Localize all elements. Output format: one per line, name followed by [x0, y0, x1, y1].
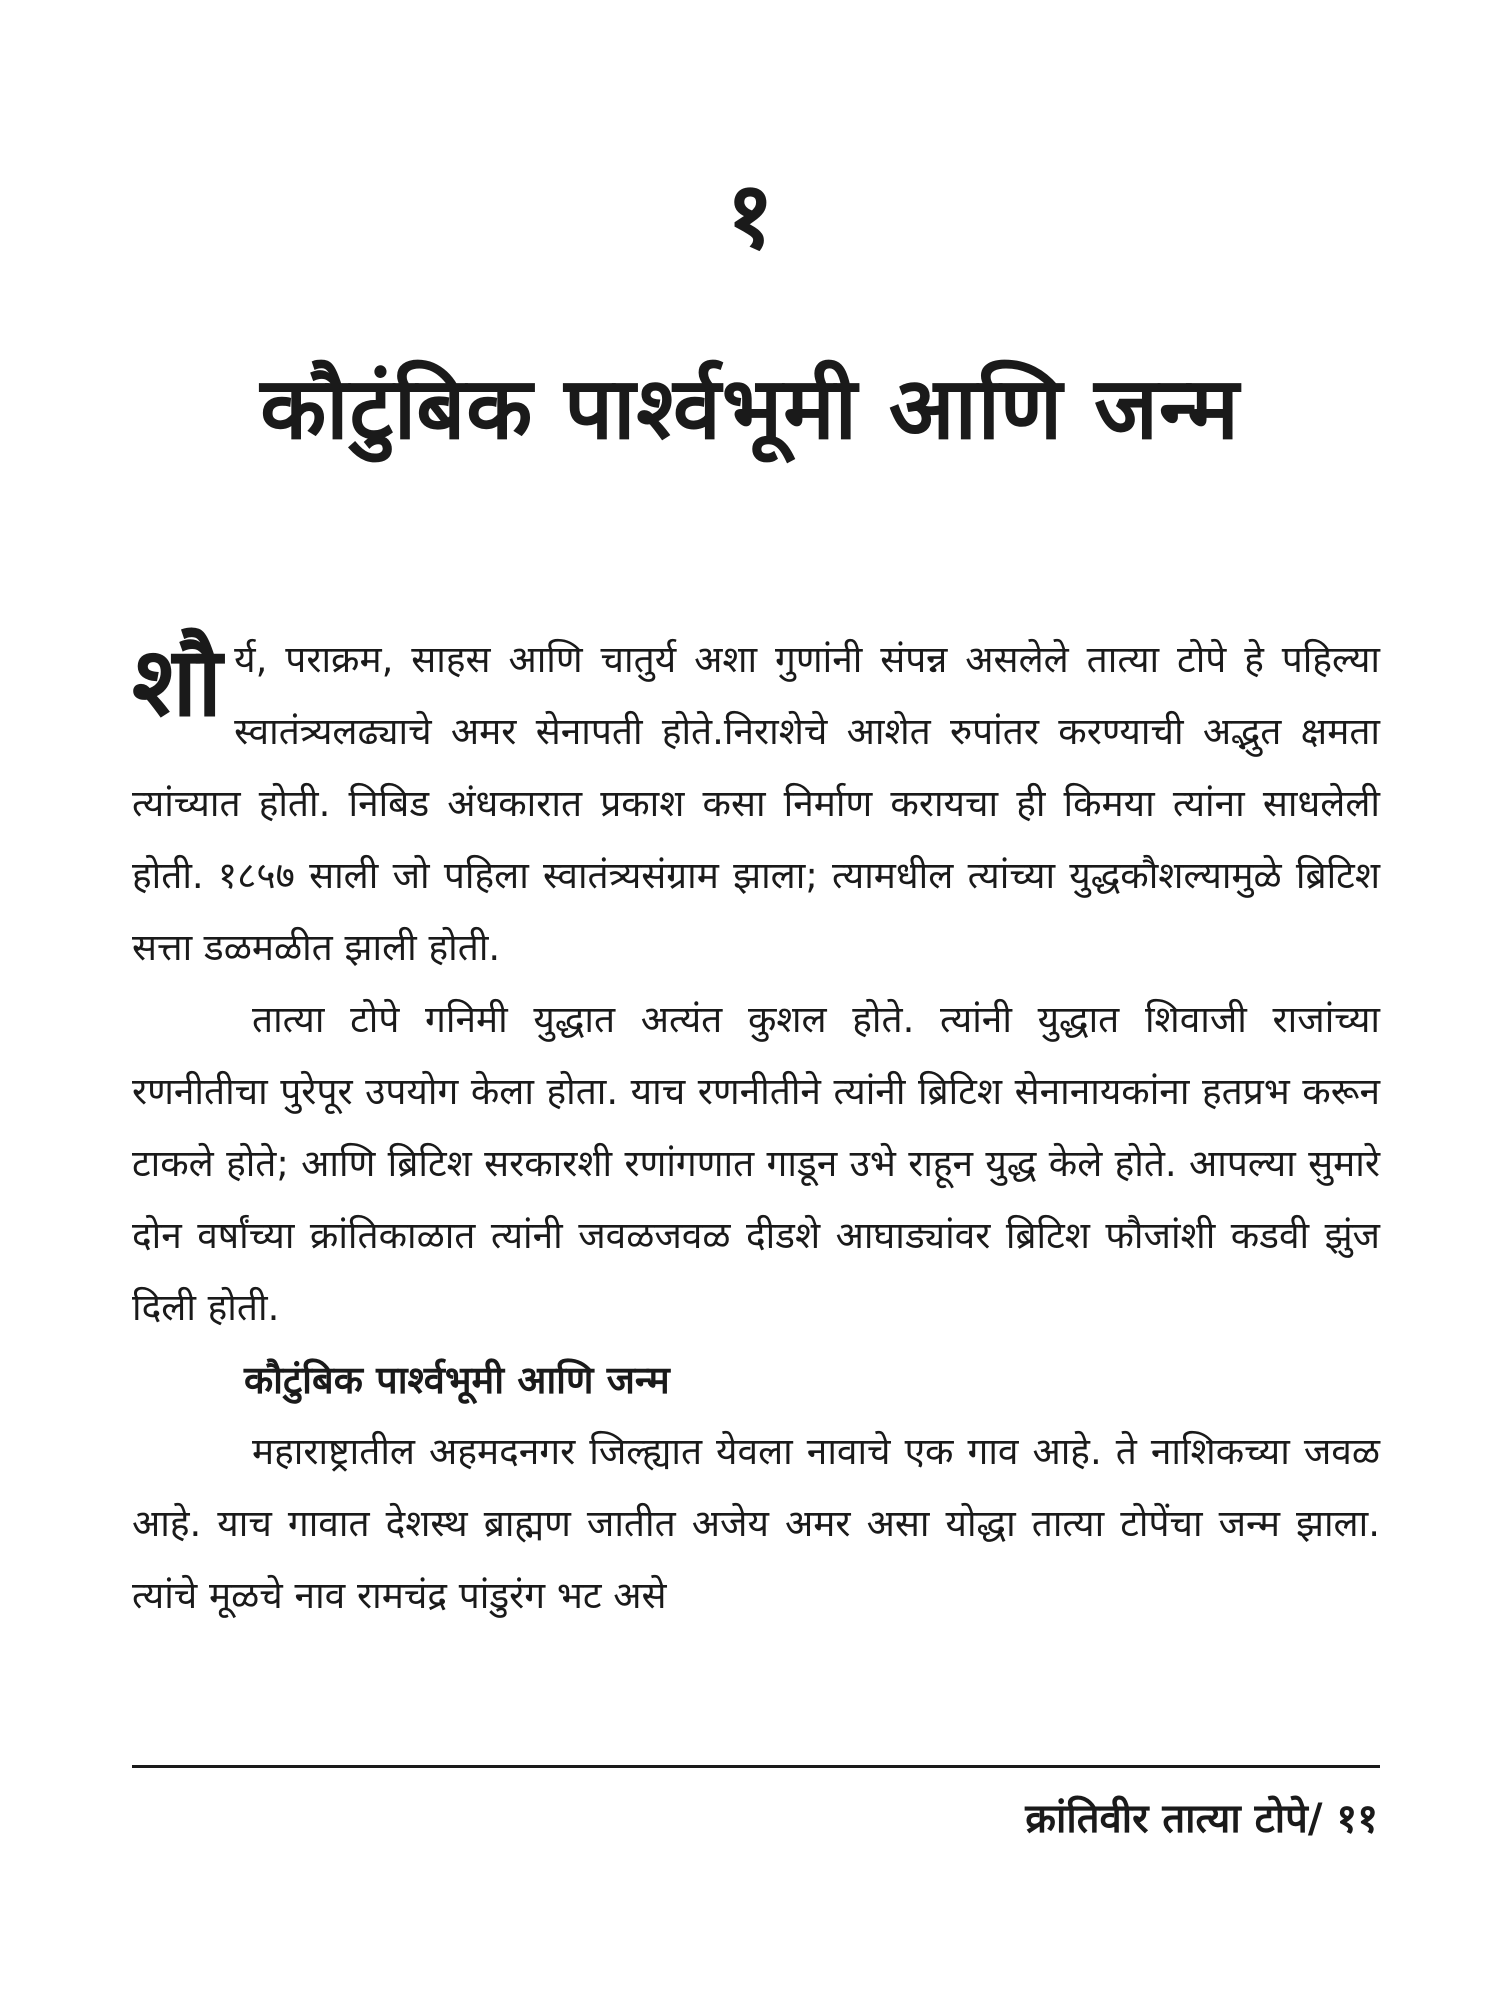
body-text: [132, 624, 1380, 1632]
paragraph-2: तात्या टोपे गनिमी युद्धात अत्यंत कुशल होते. त्यांनी युद्धात शिवाजी राजांच्या रणनीतीचा पुरेपूर उपयोग केला होता. याच रणनीतीने त्यांनी ब्रिटिश सेनानायकांना हतप्रभ करून टाकले होते; आणि ब्रिटिश सरकारशी रणांगणात गाडून उभे राहून युद्ध केले होते. आपल्या सुमारे दोन वर्षांच्या क्रांतिकाळात त्यांनी जवळजवळ दीडशे आघाड्यांवर ब्रिटिश फौजांशी कडवी झुंज दिली होती.: [132, 998, 1380, 1329]
chapter-title: कौटुंबिक पार्श्वभूमी आणि जन्म: [260, 359, 1240, 459]
paragraph-1: [132, 624, 1380, 984]
drop-cap: शौ: [132, 626, 223, 738]
paragraph-3: महाराष्ट्रातील अहमदनगर जिल्ह्यात येवला नावाचे एक गाव आहे. ते नाशिकच्या जवळ आहे. याच गावात देशस्थ ब्राह्मण जातीत अजेय अमर असा योद्धा तात्या टोपेंचा जन्म झाला. त्यांचे मूळचे नाव रामचंद्र पांडुरंग भट असे: [132, 1430, 1380, 1617]
section-subheading: कौटुंबिक पार्श्वभूमी आणि जन्म: [244, 1358, 670, 1402]
chapter-number: १: [726, 162, 774, 269]
paragraph-1-text: र्य, पराक्रम, साहस आणि चातुर्य अशा गुणांनी संपन्न असलेले तात्या टोपे हे पहिल्या स्वातंत्र्यलढ्याचे अमर सेनापती होते.निराशेचे आशेत रुपांतर करण्याची अद्भुत क्षमता त्यांच्यात होती. निबिड अंधकारात प्रकाश कसा निर्माण करायचा ही किमया त्यांना साधलेली होती. १८५७ साली जो पहिला स्वातंत्र्यसंग्राम झाला; त्यामधील त्यांच्या युद्धकौशल्यामुळे ब्रिटिश सत्ता डळमळीत झाली होती.: [132, 638, 1380, 969]
footer-divider: [132, 1765, 1380, 1768]
running-footer: क्रांतिवीर तात्या टोपे/ ११: [1025, 1796, 1378, 1842]
